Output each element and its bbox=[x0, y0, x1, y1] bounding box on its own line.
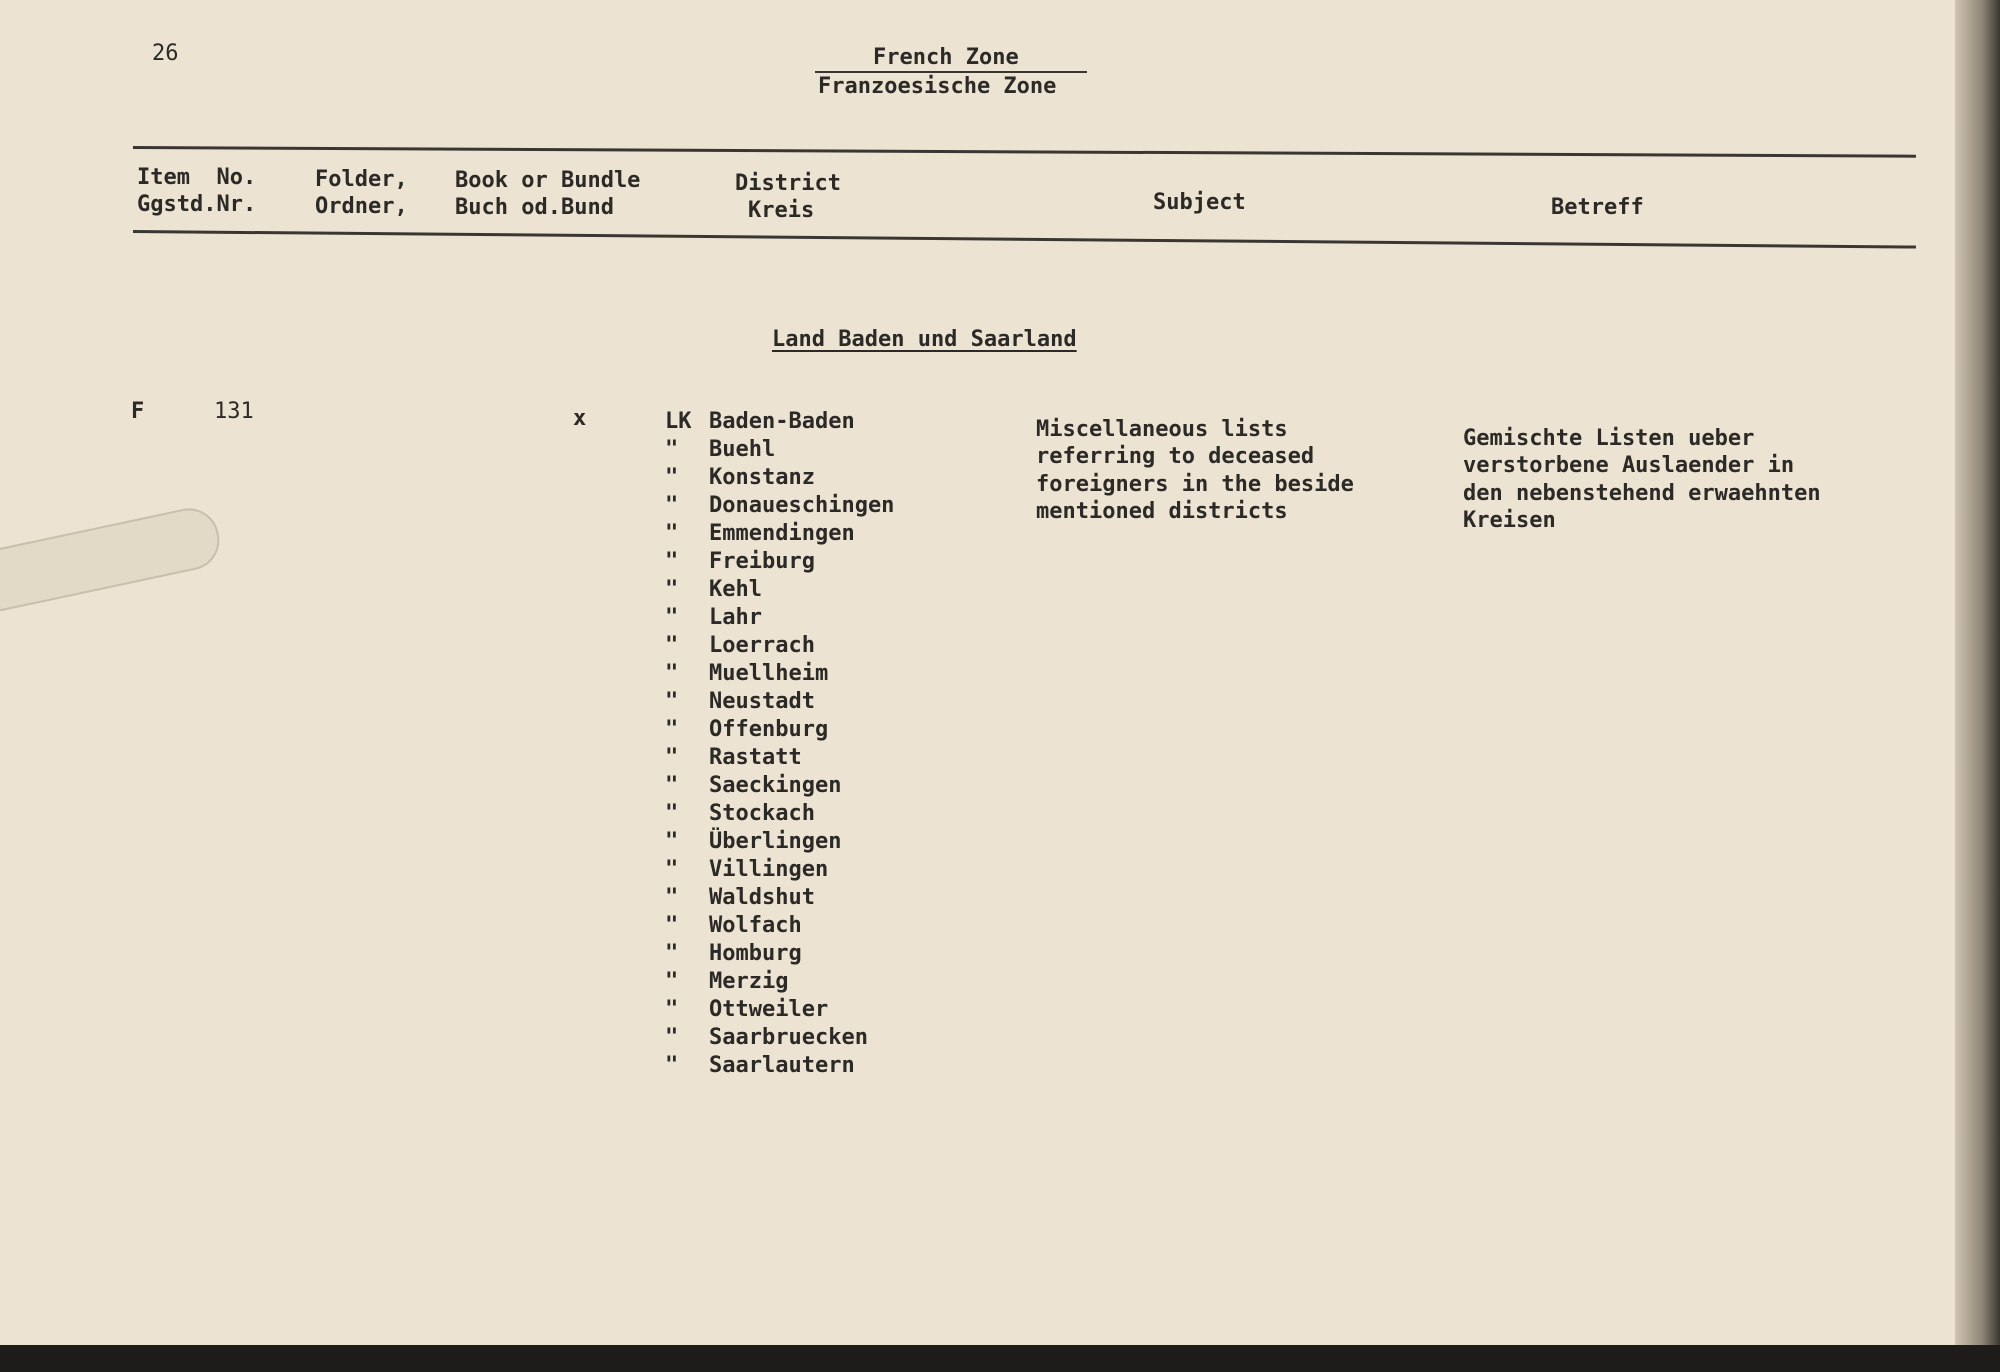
col-book-l2: Buch od.Bund bbox=[455, 195, 614, 220]
district-item bbox=[665, 408, 894, 436]
district-item bbox=[665, 548, 894, 576]
district-item bbox=[665, 912, 894, 940]
district-name: Neustadt bbox=[709, 689, 815, 714]
district-name: Ottweiler bbox=[709, 997, 829, 1022]
entry-item-number: 131 bbox=[214, 399, 254, 424]
betreff-line: Kreisen bbox=[1463, 508, 1556, 533]
district-name: Saarbruecken bbox=[709, 1025, 868, 1050]
district-prefix: " bbox=[665, 605, 679, 630]
betreff-line: verstorbene Auslaender in bbox=[1463, 453, 1795, 478]
page-edge-shadow bbox=[1955, 0, 2000, 1345]
district-prefix: " bbox=[665, 661, 679, 686]
district-item bbox=[665, 1024, 894, 1052]
subject-line: referring to deceased bbox=[1036, 444, 1315, 469]
district-prefix: " bbox=[665, 493, 679, 518]
district-item bbox=[665, 968, 894, 996]
district-name: Muellheim bbox=[709, 661, 829, 686]
district-prefix: " bbox=[665, 773, 679, 798]
district-prefix: " bbox=[665, 801, 679, 826]
district-name: Buehl bbox=[709, 437, 776, 462]
district-prefix: " bbox=[665, 549, 679, 574]
district-prefix: " bbox=[665, 857, 679, 882]
district-prefix: " bbox=[665, 437, 679, 462]
district-item bbox=[665, 856, 894, 884]
district-list bbox=[665, 408, 894, 1080]
district-item bbox=[665, 744, 894, 772]
district-item bbox=[665, 996, 894, 1024]
district-item bbox=[665, 716, 894, 744]
district-item bbox=[665, 464, 894, 492]
district-item bbox=[665, 660, 894, 688]
district-name: Saarlautern bbox=[709, 1053, 855, 1078]
district-item bbox=[665, 940, 894, 968]
col-folder-l1: Folder, bbox=[315, 167, 408, 192]
district-prefix: " bbox=[665, 1053, 679, 1078]
subject-line: Miscellaneous lists bbox=[1036, 417, 1288, 442]
district-name: Kehl bbox=[709, 577, 762, 602]
district-item bbox=[665, 828, 894, 856]
district-prefix: " bbox=[665, 997, 679, 1022]
district-name: Überlingen bbox=[709, 829, 842, 854]
district-prefix: " bbox=[665, 913, 679, 938]
district-prefix: " bbox=[665, 717, 679, 742]
district-item bbox=[665, 800, 894, 828]
district-item bbox=[665, 436, 894, 464]
col-item-l2: Ggstd.Nr. bbox=[137, 192, 257, 217]
district-name: Saeckingen bbox=[709, 773, 842, 798]
district-prefix: " bbox=[665, 969, 679, 994]
col-folder-l2: Ordner, bbox=[315, 194, 408, 219]
district-item bbox=[665, 492, 894, 520]
district-prefix: " bbox=[665, 941, 679, 966]
col-district-l2: Kreis bbox=[748, 198, 815, 223]
district-name: Rastatt bbox=[709, 745, 802, 770]
scanner-bottom-edge bbox=[0, 1345, 2000, 1372]
paper-clip bbox=[0, 503, 225, 616]
district-prefix: " bbox=[665, 1025, 679, 1050]
district-prefix: " bbox=[665, 521, 679, 546]
district-name: Homburg bbox=[709, 941, 802, 966]
district-prefix: LK bbox=[665, 409, 692, 434]
district-name: Donaueschingen bbox=[709, 493, 895, 518]
district-name: Stockach bbox=[709, 801, 815, 826]
header-bottom-rule bbox=[133, 230, 1916, 249]
col-district-l1: District bbox=[735, 171, 841, 196]
district-item bbox=[665, 632, 894, 660]
district-item bbox=[665, 884, 894, 912]
district-name: Wolfach bbox=[709, 913, 802, 938]
district-name: Baden-Baden bbox=[709, 409, 855, 434]
district-prefix: " bbox=[665, 885, 679, 910]
district-name: Villingen bbox=[709, 857, 829, 882]
district-name: Loerrach bbox=[709, 633, 815, 658]
district-prefix: " bbox=[665, 745, 679, 770]
district-item bbox=[665, 520, 894, 548]
district-name: Waldshut bbox=[709, 885, 815, 910]
district-prefix: " bbox=[665, 465, 679, 490]
district-name: Freiburg bbox=[709, 549, 815, 574]
title-line-2: Franzoesische Zone bbox=[818, 74, 1057, 99]
page-number: 26 bbox=[152, 41, 179, 66]
district-item bbox=[665, 772, 894, 800]
district-name: Merzig bbox=[709, 969, 789, 994]
district-item bbox=[665, 604, 894, 632]
subject-line: mentioned districts bbox=[1036, 499, 1288, 524]
district-name: Lahr bbox=[709, 605, 762, 630]
col-book-l1: Book or Bundle bbox=[455, 168, 641, 193]
betreff-line: Gemischte Listen ueber bbox=[1463, 426, 1755, 451]
col-betreff: Betreff bbox=[1551, 195, 1644, 220]
subject-line: foreigners in the beside bbox=[1036, 472, 1354, 497]
district-item bbox=[665, 688, 894, 716]
betreff-line: den nebenstehend erwaehnten bbox=[1463, 481, 1821, 506]
district-name: Offenburg bbox=[709, 717, 829, 742]
col-subject: Subject bbox=[1153, 190, 1246, 215]
entry-item-letter: F bbox=[131, 399, 145, 424]
section-title: Land Baden und Saarland bbox=[772, 327, 1077, 352]
title-line-1: French Zone bbox=[873, 45, 1019, 70]
entry-book-mark: x bbox=[573, 406, 587, 431]
district-item bbox=[665, 1052, 894, 1080]
district-name: Konstanz bbox=[709, 465, 815, 490]
district-item bbox=[665, 576, 894, 604]
district-prefix: " bbox=[665, 577, 679, 602]
district-name: Emmendingen bbox=[709, 521, 855, 546]
district-prefix: " bbox=[665, 829, 679, 854]
district-prefix: " bbox=[665, 689, 679, 714]
col-item-l1: Item No. bbox=[137, 165, 257, 190]
header-top-rule bbox=[133, 146, 1916, 158]
district-prefix: " bbox=[665, 633, 679, 658]
